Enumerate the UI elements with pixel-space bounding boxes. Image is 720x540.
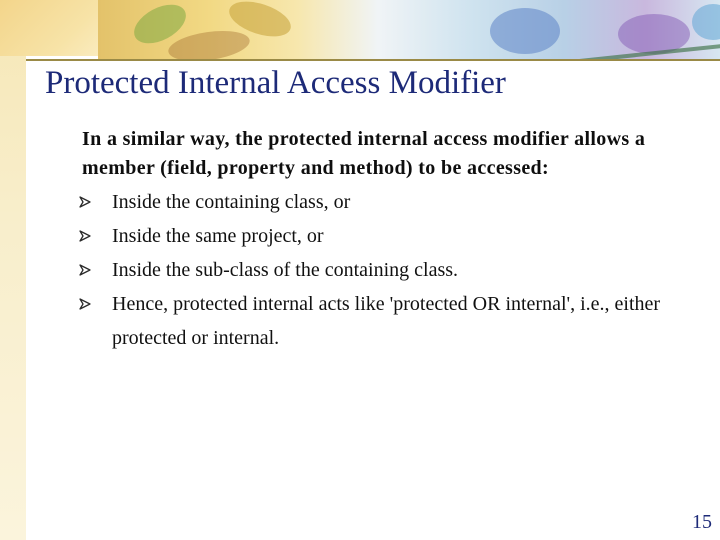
arrowhead-bullet-icon <box>78 297 92 311</box>
left-decorative-band <box>0 0 26 540</box>
bullet-text: Inside the containing class, or <box>112 191 351 213</box>
bullet-text: Inside the same project, or <box>112 225 324 247</box>
slide-title: Protected Internal Access Modifier <box>45 65 506 101</box>
arrowhead-bullet-icon <box>78 195 92 209</box>
bullet-list <box>70 185 710 355</box>
intro-text: In a similar way, the protected internal access modifier allows a member (field, property and method) to be accessed: <box>82 128 646 179</box>
flower-shape <box>490 8 560 54</box>
arrowhead-bullet-icon <box>78 229 92 243</box>
title-divider <box>26 59 720 61</box>
arrowhead-bullet-icon <box>78 263 92 277</box>
leaf-shape <box>166 26 251 60</box>
list-item <box>70 185 710 219</box>
flower-shape <box>692 4 720 40</box>
list-item <box>70 287 710 355</box>
page-number: 15 <box>692 511 712 533</box>
bullet-text: Inside the sub-class of the containing class. <box>112 259 459 281</box>
list-item <box>70 253 710 287</box>
floral-header-band <box>98 0 720 60</box>
list-item <box>70 219 710 253</box>
bullet-text: Hence, protected internal acts like 'protected OR internal', i.e., either protected or internal. <box>112 293 661 349</box>
